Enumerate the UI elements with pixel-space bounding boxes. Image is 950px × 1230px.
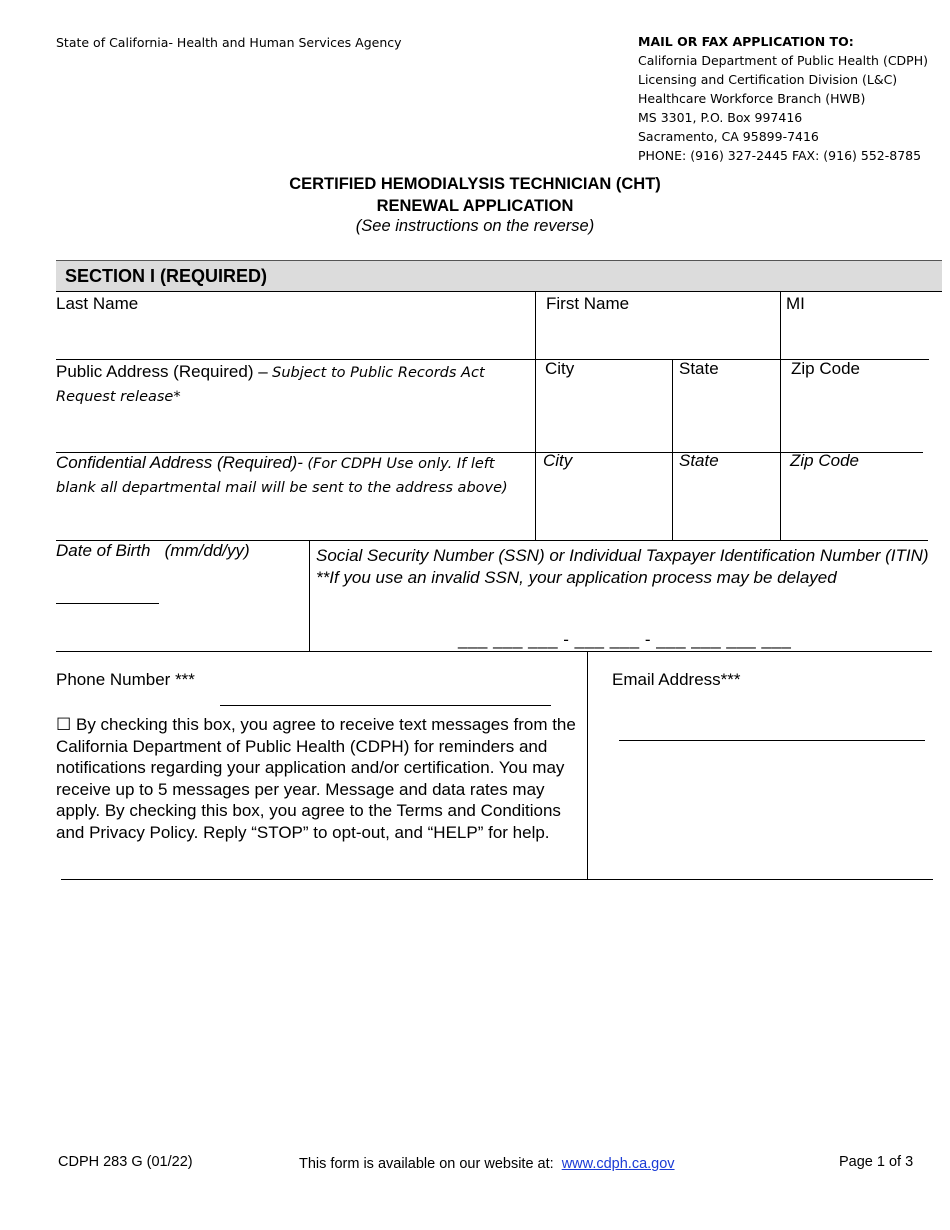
row-divider: [61, 879, 933, 880]
confidential-state-field[interactable]: [676, 476, 776, 537]
mail-line: California Department of Public Health (CDPH): [638, 53, 928, 68]
sms-consent-checkbox[interactable]: ☐: [56, 715, 72, 734]
confidential-zip-label: Zip Code: [790, 451, 859, 470]
mi-field[interactable]: [785, 318, 925, 356]
city-label: City: [545, 359, 575, 378]
website-link[interactable]: www.cdph.ca.gov: [561, 1156, 675, 1172]
last-name-label: Last Name: [56, 294, 139, 313]
website-text: This form is available on our website at:: [299, 1156, 554, 1172]
page-number: Page 1 of 3: [839, 1154, 914, 1170]
city-field[interactable]: [540, 385, 668, 448]
date-of-birth-label: Date of Birth (mm/dd/yy): [56, 541, 250, 560]
state-label: State: [679, 359, 719, 378]
email-address-label: Email Address***: [612, 670, 741, 689]
mail-line: Healthcare Workforce Branch (HWB): [638, 91, 866, 106]
mail-line: Licensing and Certification Division (L&C): [638, 72, 898, 87]
column-divider: [672, 359, 673, 540]
sms-consent: [56, 714, 581, 844]
date-of-birth-field[interactable]: [56, 603, 159, 604]
form-title: CERTIFIED HEMODIALYSIS TECHNICIAN (CHT): [289, 175, 661, 193]
website-note: [299, 1156, 675, 1172]
mail-address-block: [638, 32, 928, 165]
first-name-label: First Name: [546, 294, 630, 313]
zip-code-label: Zip Code: [791, 359, 860, 378]
zip-code-field[interactable]: [785, 385, 925, 448]
ssn-field[interactable]: ___ ___ ___ - ___ ___ - ___ ___ ___ ___: [458, 630, 792, 649]
ssn-label: Social Security Number (SSN) or Individual Taxpayer Identification Number (ITIN) **If you use an invalid SSN, your application process may be delayed: [316, 546, 929, 587]
confidential-address-label: Confidential Address (Required)-: [56, 453, 303, 472]
confidential-city-field[interactable]: [540, 476, 668, 537]
state-field[interactable]: [676, 385, 776, 448]
public-address-field[interactable]: [60, 410, 530, 448]
form-subtitle: (See instructions on the reverse): [355, 217, 595, 235]
mi-label: MI: [786, 294, 805, 313]
public-address-label-block: [56, 360, 531, 409]
row-divider: [56, 651, 932, 652]
form-title-line2: RENEWAL APPLICATION: [376, 197, 574, 215]
confidential-state-label: State: [679, 451, 719, 470]
first-name-field[interactable]: [540, 318, 776, 356]
column-divider: [309, 540, 310, 651]
mail-line: Sacramento, CA 95899-7416: [638, 129, 819, 144]
public-address-label: Public Address (Required) –: [56, 362, 268, 381]
column-divider: [535, 292, 536, 540]
mail-line: MS 3301, P.O. Box 997416: [638, 110, 803, 125]
agency-name: State of California- Health and Human Services Agency: [56, 35, 402, 50]
confidential-address-label-block: [56, 451, 531, 500]
form-id: CDPH 283 G (01/22): [58, 1154, 193, 1170]
column-divider: [587, 651, 588, 879]
confidential-address-note: (For CDPH Use only. If left blank all departmental mail will be sent to the address above): [56, 456, 508, 496]
last-name-field[interactable]: [60, 310, 530, 356]
mail-line: PHONE: (916) 327-2445 FAX: (916) 552-8785: [638, 148, 922, 163]
section-title: SECTION I (REQUIRED): [65, 266, 268, 286]
confidential-address-field[interactable]: [60, 500, 530, 537]
public-address-note: Subject to Public Records Act Request release*: [56, 365, 485, 405]
confidential-zip-field[interactable]: [785, 476, 925, 537]
email-address-field[interactable]: [619, 740, 925, 741]
column-divider: [780, 292, 781, 540]
section-header: [56, 260, 942, 292]
phone-number-label: Phone Number ***: [56, 670, 195, 689]
phone-number-field[interactable]: [220, 705, 551, 706]
mail-heading: MAIL OR FAX APPLICATION TO:: [638, 34, 854, 49]
confidential-city-label: City: [543, 451, 573, 470]
sms-consent-text: By checking this box, you agree to receive text messages from the California Department of Public Health (CDPH) for reminders and notifications regarding your application and/or certification. You may receive up to 5 messages per year. Message and data rates may apply. By checking this box, you agree to the Terms and Conditions and Privacy Policy. Reply “STOP” to opt-out, and “HELP” for help.: [56, 715, 576, 842]
